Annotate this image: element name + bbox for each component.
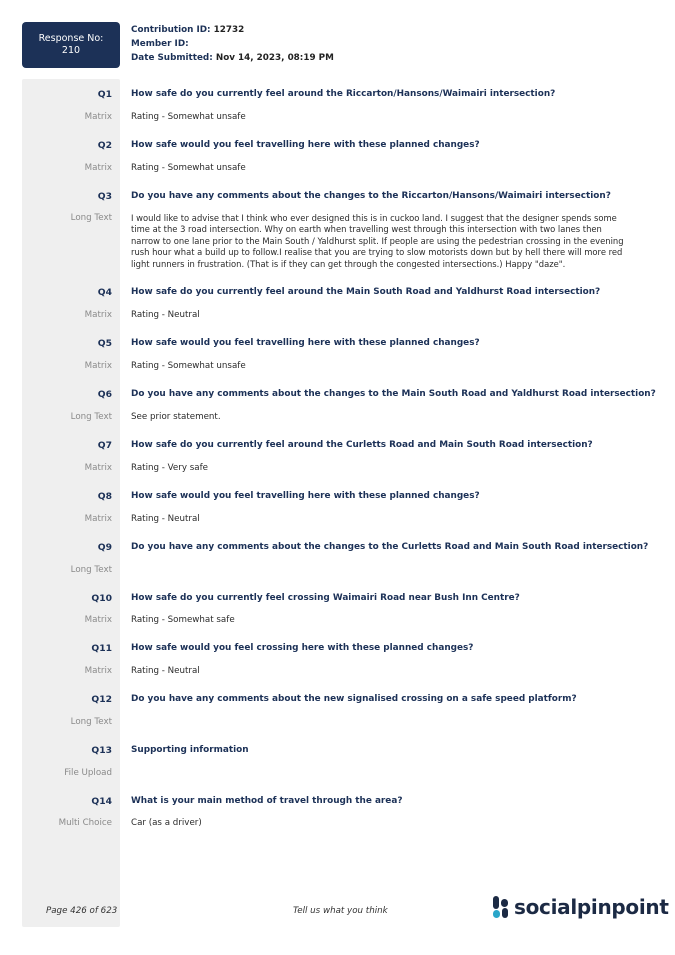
question-row bbox=[0, 389, 675, 401]
answer-type: Long Text bbox=[70, 213, 112, 223]
question-row bbox=[0, 338, 675, 350]
answer-value: Rating - Neutral bbox=[131, 514, 200, 524]
question-text: Do you have any comments about the new signalised crossing on a safe speed platform? bbox=[131, 694, 577, 704]
member-label: Member ID: bbox=[131, 39, 189, 49]
question-text: How safe would you feel crossing here with these planned changes? bbox=[131, 643, 474, 653]
question-number: Q3 bbox=[97, 191, 112, 202]
answer-value: Rating - Somewhat unsafe bbox=[131, 112, 246, 122]
question-number: Q6 bbox=[97, 389, 112, 400]
question-number: Q9 bbox=[97, 542, 112, 553]
question-text: How safe would you feel travelling here with these planned changes? bbox=[131, 338, 480, 348]
question-text: How safe would you feel travelling here with these planned changes? bbox=[131, 491, 480, 501]
date-value: Nov 14, 2023, 08:19 PM bbox=[215, 53, 334, 63]
answer-type: Matrix bbox=[84, 463, 112, 473]
answer-type: Matrix bbox=[84, 361, 112, 371]
contribution-label: Contribution ID: bbox=[131, 25, 211, 35]
question-row bbox=[0, 191, 675, 203]
answer-type: Matrix bbox=[84, 615, 112, 625]
member-id-line bbox=[131, 39, 189, 49]
answer-type: Long Text bbox=[70, 717, 112, 727]
footer-tagline: Tell us what you think bbox=[293, 906, 388, 916]
response-number: 210 bbox=[61, 45, 81, 56]
brand-name: socialpinpoint bbox=[514, 895, 669, 919]
question-row bbox=[0, 440, 675, 452]
answer-type: Matrix bbox=[84, 514, 112, 524]
question-text: Supporting information bbox=[131, 745, 249, 755]
question-row bbox=[0, 491, 675, 503]
question-number: Q13 bbox=[91, 745, 112, 756]
answer-type: File Upload bbox=[64, 768, 112, 778]
response-number-box bbox=[22, 22, 120, 68]
answer-value: Rating - Very safe bbox=[131, 463, 209, 473]
answer-type: Matrix bbox=[84, 163, 112, 173]
question-row bbox=[0, 593, 675, 605]
answer-type: Matrix bbox=[84, 310, 112, 320]
question-text: Do you have any comments about the changes to the Curletts Road and Main South Road intersection? bbox=[131, 542, 649, 552]
question-text: Do you have any comments about the changes to the Main South Road and Yaldhurst Road intersection? bbox=[131, 389, 656, 399]
question-text: How safe do you currently feel around the Main South Road and Yaldhurst Road intersection? bbox=[131, 287, 601, 297]
question-row bbox=[0, 745, 675, 757]
question-row bbox=[0, 796, 675, 808]
answer-value: Car (as a driver) bbox=[131, 818, 202, 828]
answer-type: Matrix bbox=[84, 112, 112, 122]
question-number: Q7 bbox=[97, 440, 112, 451]
answer-value: Rating - Somewhat unsafe bbox=[131, 361, 246, 371]
question-text: How safe do you currently feel around the Curletts Road and Main South Road intersection? bbox=[131, 440, 593, 450]
date-label: Date Submitted: bbox=[131, 53, 213, 63]
question-row bbox=[0, 542, 675, 554]
question-row bbox=[0, 694, 675, 706]
contribution-id-line bbox=[131, 25, 244, 35]
answer-type: Matrix bbox=[84, 666, 112, 676]
question-row bbox=[0, 643, 675, 655]
pinpoint-mark-icon bbox=[492, 895, 510, 919]
question-text: Do you have any comments about the changes to the Riccarton/Hansons/Waimairi intersection? bbox=[131, 191, 611, 201]
question-number: Q2 bbox=[97, 140, 112, 151]
contribution-id: 12732 bbox=[213, 25, 245, 35]
question-row bbox=[0, 287, 675, 299]
answer-value: I would like to advise that I think who ever designed this is in cuckoo land. I suggest that the designer spends some time at the 3 road intersection. Why on earth when travelling west through this intersection with two lanes then narrow to one lane prior to the Main South / Yaldhurst split. If people are using the pedestrian crossing in the evening rush hour what a build up to follow.I realise that you are trying to slow motorists down but by hell there will more red light runners in frustration. (That is if they can get through the congested intersections.) Happy "daze". bbox=[131, 213, 624, 269]
question-text: How safe would you feel travelling here with these planned changes? bbox=[131, 140, 480, 150]
answer-value: Rating - Somewhat unsafe bbox=[131, 163, 246, 173]
page-number: Page 426 of 623 bbox=[46, 906, 118, 916]
question-number: Q5 bbox=[97, 338, 112, 349]
question-number: Q8 bbox=[97, 491, 112, 502]
question-number: Q10 bbox=[91, 593, 112, 604]
answer-value: Rating - Neutral bbox=[131, 666, 200, 676]
question-number: Q14 bbox=[91, 796, 112, 807]
brand-logo bbox=[492, 895, 669, 919]
question-number: Q11 bbox=[91, 643, 112, 654]
answer-type: Long Text bbox=[70, 565, 112, 575]
question-number: Q1 bbox=[97, 89, 112, 100]
response-label: Response No: bbox=[38, 33, 104, 44]
answer-value: Rating - Neutral bbox=[131, 310, 200, 320]
question-number: Q4 bbox=[97, 287, 112, 298]
question-row bbox=[0, 89, 675, 101]
answer-value: See prior statement. bbox=[131, 412, 221, 422]
question-row bbox=[0, 140, 675, 152]
answer-type: Long Text bbox=[70, 412, 112, 422]
question-text: How safe do you currently feel crossing Waimairi Road near Bush Inn Centre? bbox=[131, 593, 520, 603]
question-text: What is your main method of travel through the area? bbox=[131, 796, 403, 806]
question-number: Q12 bbox=[91, 694, 112, 705]
question-text: How safe do you currently feel around the Riccarton/Hansons/Waimairi intersection? bbox=[131, 89, 556, 99]
answer-type: Multi Choice bbox=[58, 818, 112, 828]
answer-value: Rating - Somewhat safe bbox=[131, 615, 235, 625]
date-submitted-line bbox=[131, 53, 334, 63]
